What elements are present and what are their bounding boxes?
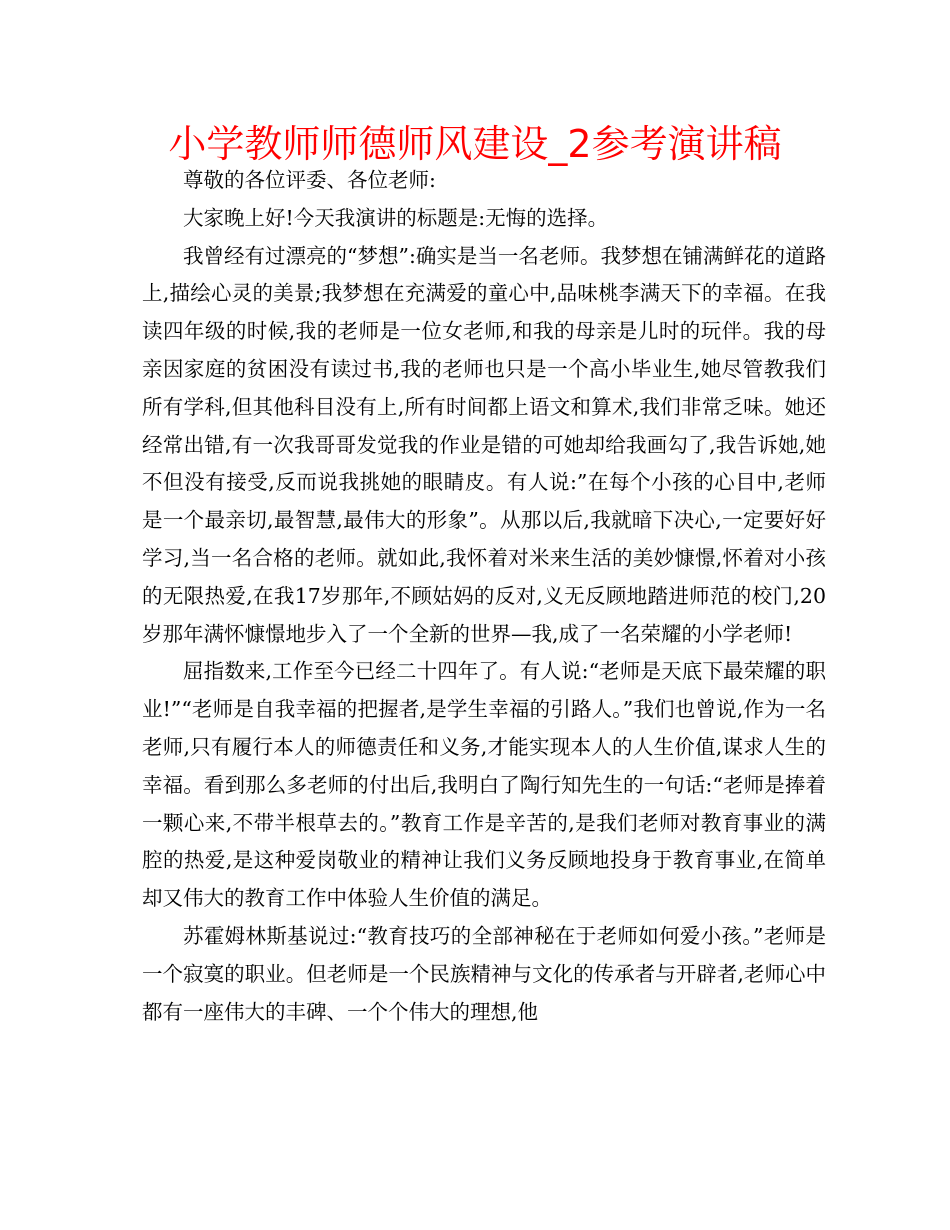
document-body <box>142 162 826 1031</box>
paragraph: 我曾经有过漂亮的“梦想”:确实是当一名老师。我梦想在铺满鲜花的道路上,描绘心灵的美景;我梦想在充满爱的童心中,品味桃李满天下的幸福。在我读四年级的时候,我的老师是一位女老师,和我的母亲是儿时的玩伴。我的母亲因家庭的贫困没有读过书,我的老师也只是一个高小毕业生,她尽管教我们所有学科,但其他科目没有上,所有时间都上语文和算术,我们非常乏味。她还经常出错,有一次我哥哥发觉我的作业是错的可她却给我画勾了,我告诉她,她不但没有接受,反而说我挑她的眼睛皮。有人说:”在每个小孩的心目中,老师是一个最亲切,最智慧,最伟大的形象”。从那以后,我就暗下决心,一定要好好学习,当一名合格的老师。就如此,我怀着对米来生活的美妙慷憬,怀着对小孩的无限热爱,在我17岁那年,不顾姑妈的反对,义无反顾地踏进师范的校门,20岁那年满怀慷憬地步入了一个全新的世界—我,成了一名荣耀的小学老师! <box>142 243 826 646</box>
paragraph: 苏霍姆林斯基说过:“教育技巧的全部神秘在于老师如何爱小孩。”老师是一个寂寞的职业。但老师是一个民族精神与文化的传承者与开辟者,老师心中都有一座伟大的丰碑、一个个伟大的理想,他 <box>142 923 826 1024</box>
paragraph-salutation: 尊敬的各位评委、各位老师: <box>183 168 436 192</box>
paragraph-greeting: 大家晚上好!今天我演讲的标题是:无悔的选择。 <box>183 205 609 230</box>
document-title: 小学教师师德师风建设_2参考演讲稿 <box>168 122 782 166</box>
paragraph: 屈指数来,工作至今已经二十四年了。有人说:“老师是天底下最荣耀的职业!”“老师是自我幸福的把握者,是学生幸福的引路人。”我们也曾说,作为一名老师,只有履行本人的师德责任和义务,才能实现本人的人生价值,谋求人生的幸福。看到那么多老师的付出后,我明白了陶行知先生的一句话:“老师是捧着一颗心来,不带半根草去的。”教育工作是辛苦的,是我们老师对教育事业的满腔的热爱,是这种爱岗敬业的精神让我们义务反顾地投身于教育事业,在简单却又伟大的教育工作中体验人生价值的满足。 <box>142 659 826 911</box>
